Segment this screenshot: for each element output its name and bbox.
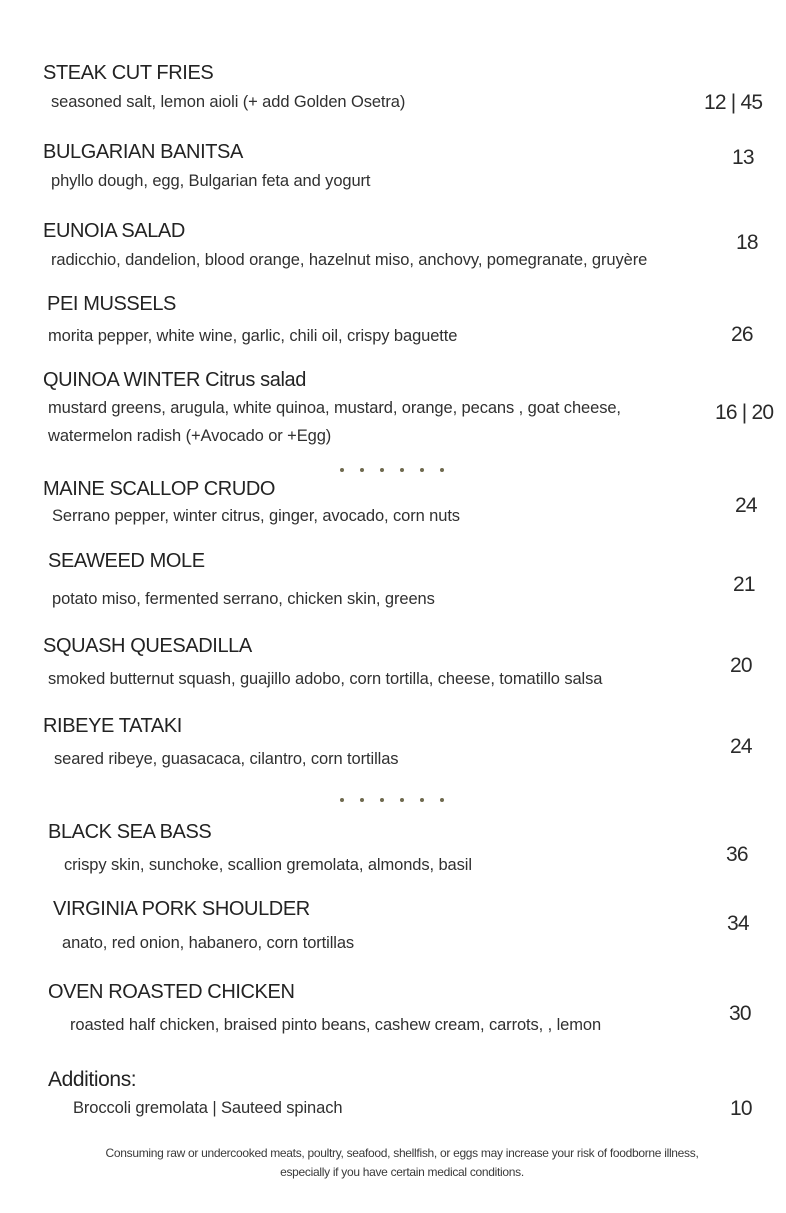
item-name: RIBEYE TATAKI bbox=[43, 715, 182, 737]
item-price: 13 bbox=[732, 146, 754, 169]
item-name: EUNOIA SALAD bbox=[43, 220, 185, 242]
item-name: SQUASH QUESADILLA bbox=[43, 635, 252, 657]
item-price: 12 | 45 bbox=[704, 91, 763, 114]
item-description: anato, red onion, habanero, corn tortillas bbox=[62, 934, 355, 952]
disclaimer-line-2: especially if you have certain medical conditions. bbox=[280, 1165, 524, 1179]
item-price: 30 bbox=[729, 1002, 751, 1025]
item-price: 18 bbox=[736, 231, 758, 254]
item-name: VIRGINIA PORK SHOULDER bbox=[53, 898, 310, 920]
section-divider-dots bbox=[340, 796, 444, 804]
item-description: potato miso, fermented serrano, chicken skin, greens bbox=[52, 590, 435, 608]
foodborne-illness-disclaimer bbox=[60, 1144, 744, 1182]
item-description: seared ribeye, guasacaca, cilantro, corn tortillas bbox=[54, 750, 399, 768]
additions-heading: Additions: bbox=[48, 1068, 137, 1091]
item-description-line-2: watermelon radish (+Avocado or +Egg) bbox=[48, 427, 332, 445]
additions-description: Broccoli gremolata | Sauteed spinach bbox=[73, 1099, 343, 1117]
item-description: crispy skin, sunchoke, scallion gremolata, almonds, basil bbox=[64, 856, 472, 874]
item-name: STEAK CUT FRIES bbox=[43, 62, 214, 84]
disclaimer-line-1: Consuming raw or undercooked meats, poultry, seafood, shellfish, or eggs may increase your risk of foodborne illness, bbox=[105, 1146, 699, 1160]
item-name: BULGARIAN BANITSA bbox=[43, 141, 243, 163]
item-name: MAINE SCALLOP CRUDO bbox=[43, 478, 276, 500]
item-description: morita pepper, white wine, garlic, chili oil, crispy baguette bbox=[48, 327, 458, 345]
item-description: roasted half chicken, braised pinto beans, cashew cream, carrots, , lemon bbox=[70, 1016, 602, 1034]
item-description: seasoned salt, lemon aioli (+ add Golden Osetra) bbox=[51, 93, 406, 111]
section-divider-dots bbox=[340, 466, 444, 474]
item-price: 21 bbox=[733, 573, 755, 596]
item-price: 24 bbox=[730, 735, 752, 758]
item-description: phyllo dough, egg, Bulgarian feta and yogurt bbox=[51, 172, 371, 190]
item-name: BLACK SEA BASS bbox=[48, 821, 212, 843]
item-name: QUINOA WINTER Citrus salad bbox=[43, 369, 306, 391]
item-name: SEAWEED MOLE bbox=[48, 550, 205, 572]
item-price: 20 bbox=[730, 654, 752, 677]
item-price: 16 | 20 bbox=[715, 401, 774, 424]
item-price: 26 bbox=[731, 323, 753, 346]
item-description: radicchio, dandelion, blood orange, hazelnut miso, anchovy, pomegranate, gruyère bbox=[51, 251, 648, 269]
item-description: smoked butternut squash, guajillo adobo, corn tortilla, cheese, tomatillo salsa bbox=[48, 670, 603, 688]
item-price: 36 bbox=[726, 843, 748, 866]
item-price: 34 bbox=[727, 912, 749, 935]
item-price: 24 bbox=[735, 494, 757, 517]
item-name: OVEN ROASTED CHICKEN bbox=[48, 981, 295, 1003]
additions-price: 10 bbox=[730, 1097, 752, 1120]
item-name: PEI MUSSELS bbox=[47, 293, 176, 315]
item-description: Serrano pepper, winter citrus, ginger, avocado, corn nuts bbox=[52, 507, 460, 525]
item-description: mustard greens, arugula, white quinoa, mustard, orange, pecans , goat cheese, bbox=[48, 399, 621, 417]
